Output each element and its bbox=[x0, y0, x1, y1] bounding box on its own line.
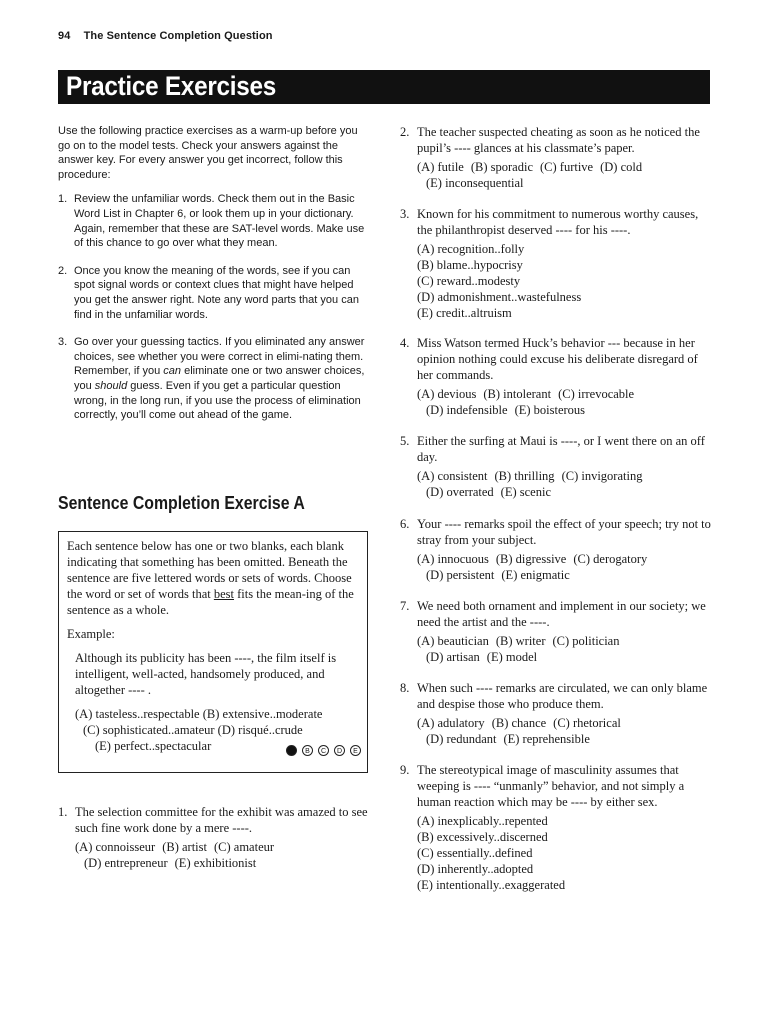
answer-choices bbox=[400, 633, 712, 665]
question-9 bbox=[400, 762, 712, 893]
question-text: Either the surfing at Maui is ----, or I went there on an off day. bbox=[417, 434, 705, 464]
choice-line bbox=[417, 845, 712, 861]
answer-choice: (E) inconsequential bbox=[426, 176, 524, 190]
page-number: 94 bbox=[58, 30, 71, 42]
procedure-item: 1. Review the unfamiliar words. Check them out in the Basic Word List in Chapter 6, or look them up in your dictionary. Again, remember that these are SAT-level words. Make use of this chance to go over what they mean. bbox=[58, 193, 365, 250]
choice-line bbox=[417, 813, 712, 829]
question-text: The selection committee for the exhibit was amazed to see such fine work done by a mere ----. bbox=[75, 805, 368, 835]
answer-choice: (C) irrevocable bbox=[558, 387, 635, 401]
question-7 bbox=[400, 598, 712, 665]
answer-choice: (E) exhibitionist bbox=[174, 856, 257, 870]
question-number: 3. bbox=[400, 207, 410, 221]
choice-line bbox=[417, 484, 712, 500]
choice-line bbox=[417, 877, 712, 893]
answer-choice: (C) rhetorical bbox=[553, 716, 621, 730]
question-number: 7. bbox=[400, 599, 410, 613]
question-stem bbox=[400, 598, 712, 630]
answer-choice: (D) entrepreneur bbox=[84, 856, 168, 870]
question-stem bbox=[400, 206, 712, 238]
question-number: 2. bbox=[400, 125, 410, 139]
answer-choice: (D) artisan bbox=[426, 650, 480, 664]
answer-bubble-a-filled bbox=[286, 745, 297, 756]
answer-choice: (C) furtive bbox=[540, 160, 594, 174]
answer-choice: (B) writer bbox=[495, 634, 546, 648]
question-4 bbox=[400, 335, 712, 418]
answer-choice: (D) indefensible bbox=[426, 403, 508, 417]
choice-line bbox=[417, 241, 712, 257]
question-stem bbox=[400, 335, 712, 383]
answer-choices bbox=[400, 468, 712, 500]
choice-line bbox=[417, 273, 712, 289]
answer-choice: (A) inexplicably..repented bbox=[417, 814, 548, 828]
question-number: 9. bbox=[400, 763, 410, 777]
choice-line bbox=[417, 305, 712, 321]
answer-choice: (E) model bbox=[486, 650, 538, 664]
choice-line bbox=[417, 861, 712, 877]
question-number: 4. bbox=[400, 336, 410, 350]
answer-choice: (B) sporadic bbox=[470, 160, 533, 174]
intro-paragraph: Use the following practice exercises as a warm-up before you go on to the model tests. Check your answers against the answer key. For every answer you get incorrect, follow this procedure: bbox=[58, 125, 358, 181]
question-2 bbox=[400, 124, 712, 191]
answer-choice: (A) innocuous bbox=[417, 552, 489, 566]
answer-choice: (A) recognition..folly bbox=[417, 242, 525, 256]
question-stem bbox=[400, 433, 712, 465]
answer-choice: (E) reprehensible bbox=[503, 732, 590, 746]
question-8 bbox=[400, 680, 712, 747]
answer-choice: (C) reward..modesty bbox=[417, 274, 521, 288]
choice-line bbox=[75, 855, 368, 871]
answer-choice: (A) devious bbox=[417, 387, 477, 401]
answer-choice: (B) blame..hypocrisy bbox=[417, 258, 523, 272]
question-1 bbox=[58, 804, 368, 871]
choice-line bbox=[417, 567, 712, 583]
answer-bubble-c: C bbox=[318, 745, 329, 756]
choice-line bbox=[417, 731, 712, 747]
question-number: 8. bbox=[400, 681, 410, 695]
answer-choices bbox=[58, 839, 368, 871]
question-text: When such ---- remarks are circulated, we can only blame and despise those who produce them. bbox=[417, 681, 708, 711]
answer-choice: (C) amateur bbox=[214, 840, 275, 854]
question-3 bbox=[400, 206, 712, 321]
question-6 bbox=[400, 516, 712, 583]
question-stem bbox=[58, 804, 368, 836]
choice-line bbox=[417, 551, 712, 567]
answer-choice: (B) excessively..discerned bbox=[417, 830, 548, 844]
page-title-bar bbox=[58, 70, 710, 104]
answer-choice: (B) artist bbox=[162, 840, 207, 854]
answer-choices bbox=[400, 551, 712, 583]
answer-choice: (E) intentionally..exaggerated bbox=[417, 878, 566, 892]
answer-choice: (B) digressive bbox=[495, 552, 567, 566]
question-number: 6. bbox=[400, 517, 410, 531]
answer-choices bbox=[400, 715, 712, 747]
answer-choice: (E) credit..altruism bbox=[417, 306, 512, 320]
answer-choice: (E) boisterous bbox=[514, 403, 586, 417]
running-head bbox=[58, 30, 273, 42]
question-stem bbox=[400, 124, 712, 156]
choice-line bbox=[417, 386, 712, 402]
answer-choice: (D) redundant bbox=[426, 732, 497, 746]
procedure-item: 2. Once you know the meaning of the words, see if you can spot signal words or context clues that might have helped you get the answer right. Note any word parts that you can find in the unfamiliar words. bbox=[58, 264, 359, 321]
question-stem bbox=[400, 762, 712, 810]
answer-bubble-b: B bbox=[302, 745, 313, 756]
question-text: Your ---- remarks spoil the effect of your speech; try not to stray from your subject. bbox=[417, 517, 711, 547]
answer-choice: (C) politician bbox=[552, 634, 620, 648]
answer-choice: (A) adulatory bbox=[417, 716, 485, 730]
choice-line bbox=[417, 257, 712, 273]
answer-choice: (A) beautician bbox=[417, 634, 489, 648]
answer-choices bbox=[400, 159, 712, 191]
chapter-title: The Sentence Completion Question bbox=[83, 30, 273, 42]
answer-choice: (D) inherently..adopted bbox=[417, 862, 534, 876]
example-label: Example: bbox=[67, 627, 115, 641]
answer-choices bbox=[400, 241, 712, 321]
example-sentence: Although its publicity has been ----, the film itself is intelligent, well-acted, handsomely produced, and altogether ---- . bbox=[75, 651, 337, 697]
answer-choice: (C) invigorating bbox=[561, 469, 643, 483]
answer-choice: (A) futile bbox=[417, 160, 464, 174]
answer-bubble-e: E bbox=[350, 745, 361, 756]
question-text: The stereotypical image of masculinity assumes that weeping is ---- “unmanly” behavior, and not simply a human reaction which may be ---- by either sex. bbox=[417, 763, 685, 809]
directions-text: Each sentence below has one or two blanks, each blank indicating that something has been omitted. Beneath the sentence are five lettered words or sets of words. Choose the word or set of words that best fits the mean-ing of the sentence as a whole. bbox=[67, 539, 354, 617]
choice-line bbox=[417, 468, 712, 484]
question-number: 5. bbox=[400, 434, 410, 448]
question-text: Known for his commitment to numerous worthy causes, the philanthropist deserved ---- for his ----. bbox=[417, 207, 699, 237]
answer-choice: (C) essentially..defined bbox=[417, 846, 533, 860]
answer-choice: (D) persistent bbox=[426, 568, 495, 582]
choice-line bbox=[417, 175, 712, 191]
answer-choice: (C) derogatory bbox=[573, 552, 648, 566]
answer-choice: (E) enigmatic bbox=[501, 568, 570, 582]
choice-line bbox=[417, 649, 712, 665]
answer-bubbles bbox=[286, 745, 361, 756]
answer-choice: (E) scenic bbox=[500, 485, 551, 499]
question-5 bbox=[400, 433, 712, 500]
example-choices: (A) tasteless..respectable (B) extensive..moderate (C) sophisticated..amateur (D) risqué..crude (E) perfect..spectacular bbox=[75, 707, 323, 753]
instructions-column bbox=[58, 124, 368, 436]
question-number: 1. bbox=[58, 805, 68, 819]
choice-line bbox=[417, 159, 712, 175]
choice-line bbox=[75, 839, 368, 855]
answer-choice: (A) connoisseur bbox=[75, 840, 156, 854]
choice-line bbox=[417, 402, 712, 418]
section-title: Sentence Completion Exercise A bbox=[58, 493, 305, 513]
page-title: Practice Exercises bbox=[66, 71, 276, 101]
answer-choice: (A) consistent bbox=[417, 469, 488, 483]
procedure-list bbox=[58, 192, 368, 422]
answer-choice: (B) intolerant bbox=[483, 387, 552, 401]
question-stem bbox=[400, 516, 712, 548]
question-text: The teacher suspected cheating as soon as he noticed the pupil’s ---- glances at his classmate’s paper. bbox=[417, 125, 700, 155]
answer-choice: (B) thrilling bbox=[494, 469, 555, 483]
choice-line bbox=[417, 715, 712, 731]
choice-line bbox=[417, 633, 712, 649]
answer-choices bbox=[400, 813, 712, 893]
choice-line bbox=[417, 289, 712, 305]
answer-choice: (D) admonishment..wastefulness bbox=[417, 290, 582, 304]
question-text: Miss Watson termed Huck’s behavior --- because in her opinion nothing could excuse his deliberate disregard of her commands. bbox=[417, 336, 698, 382]
answer-choice: (B) chance bbox=[491, 716, 547, 730]
answer-choice: (D) cold bbox=[600, 160, 643, 174]
answer-choices bbox=[400, 386, 712, 418]
procedure-item: 3. Go over your guessing tactics. If you eliminated any answer choices, see whether you were correct in elimi-nating them. Remember, if you can eliminate one or two answer choices, you should guess. Even if you get a particular question wrong, in the long run, if you use the process of elimination correctly, you’ll come out ahead of the game. bbox=[58, 336, 365, 422]
answer-bubble-d: D bbox=[334, 745, 345, 756]
choice-line bbox=[417, 829, 712, 845]
directions-box bbox=[58, 531, 368, 773]
question-text: We need both ornament and implement in our society; we need the artist and the ----. bbox=[417, 599, 706, 629]
answer-choice: (D) overrated bbox=[426, 485, 494, 499]
question-stem bbox=[400, 680, 712, 712]
